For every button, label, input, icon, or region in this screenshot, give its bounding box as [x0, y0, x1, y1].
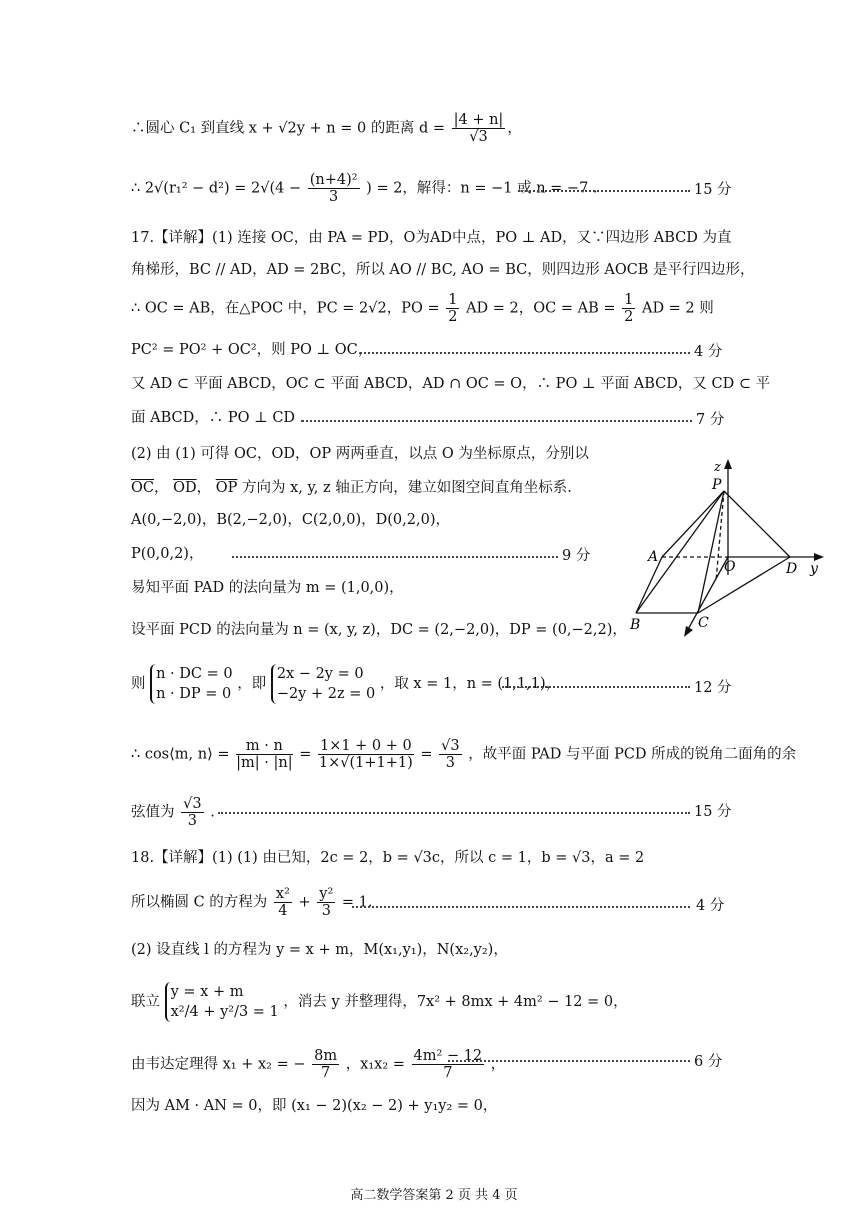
label-z: z: [714, 460, 721, 475]
line-distance: ∴圆心 C₁ 到直线 x + √2y + n = 0 的距离 d = $\frac{|4 + n|}{√3}$ ，: [131, 112, 522, 145]
equation: n · DP = 0: [156, 686, 232, 702]
denominator: 7: [443, 1065, 453, 1081]
line-17-cos: ∴ cos⟨m, n⟩ = $\frac{m \cdot n}{|m| \cdot |n|}$ = $\frac{1\times 1 + 0 + 0}{1\times√(1+1+1)}$ = $\frac{√3}{3}$ ，故平面 PAD 与平面 PCD 所成的锐角二面角的余: [131, 738, 797, 771]
line-18-dot-product: [131, 1096, 497, 1116]
text: ，: [490, 1056, 506, 1073]
equation-system: [271, 664, 375, 704]
line-17-conclude: [131, 408, 304, 428]
denominator: 4: [278, 903, 288, 919]
dot-leader: [352, 906, 690, 908]
numerator: 1×1 + 0 + 0: [319, 738, 412, 754]
pyramid-figure: [610, 455, 830, 645]
text: ∴ 2√(r₁² − d²) = 2√(4 −: [131, 180, 302, 197]
score: 4 分: [696, 898, 725, 914]
numerator: 1: [624, 292, 634, 308]
equation: −2y + 2z = 0: [276, 686, 376, 702]
denominator: |m| · |n|: [236, 755, 293, 771]
line-17-p: [131, 544, 203, 564]
dot-leader: [232, 556, 558, 558]
line-18-vieta: [131, 1048, 505, 1081]
text: 联立: [131, 994, 160, 1010]
fraction: [412, 1048, 485, 1081]
text: 方向为 x, y, z 轴正方向，建立如图空间直角坐标系.: [241, 480, 572, 496]
equation: n · DC = 0: [156, 666, 233, 682]
line-18-intro: [131, 848, 644, 868]
line-18-system: [131, 982, 628, 1022]
numerator: √3: [183, 796, 202, 812]
text: 因为 AM · AN = 0，即 (x₁ − 2)(x₂ − 2) + y₁y₂ = 0，: [131, 1098, 498, 1114]
numerator: 1: [448, 292, 458, 308]
label-p: P: [712, 477, 722, 493]
score: 4 分: [694, 344, 723, 360]
denominator: 3: [445, 755, 455, 771]
text: 角梯形，BC // AD，AD = 2BC，所以 AO // BC, AO = BC，则四边形 AOCB 是平行四边形，: [131, 262, 755, 278]
text: 17.【详解】(1) 连接 OC，由 PA = PD，O为AD中点，PO ⊥ AD，又∵四边形 ABCD 为直: [131, 230, 732, 246]
fraction: [274, 886, 292, 919]
fraction: [452, 112, 506, 145]
equation: x²/4 + y²/3 = 1: [170, 1004, 279, 1020]
fraction: [446, 292, 459, 325]
line-18-ellipse: 所以椭圆 C 的方程为 $\frac{\text{x²}}{4}$ + $\frac{\text{y²}}{3}$ = 1.: [131, 886, 373, 919]
numerator: |4 + n|: [453, 112, 504, 128]
text: ，x₁x₂ =: [345, 1056, 405, 1073]
denominator: 1×√(1+1+1): [318, 755, 413, 771]
score: 7 分: [696, 412, 725, 428]
label-o: O: [724, 559, 736, 575]
numerator: (n+4)²: [309, 172, 358, 188]
text: ，故平面 PAD 与平面 PCD 所成的锐角二面角的余: [468, 746, 797, 763]
text: .: [210, 804, 215, 821]
denominator: √3: [469, 129, 488, 145]
score: 12 分: [694, 680, 732, 696]
line-17-system: [131, 664, 560, 704]
text: = 1.: [341, 894, 373, 911]
text: ∴ cos⟨m, n⟩ =: [131, 746, 230, 763]
line-17-trapezoid: [131, 260, 755, 280]
text: AD = 2 则: [641, 300, 714, 317]
fraction: [308, 172, 360, 205]
text: 面 ABCD，∴ PO ⊥ CD .: [131, 410, 305, 426]
denominator: 2: [624, 309, 634, 325]
numerator: 8m: [314, 1048, 338, 1064]
line-17-part2: [131, 444, 589, 464]
vector-oc: $\overline{OC}$: [131, 480, 154, 496]
x-arrow: [684, 626, 693, 637]
equation-system: [150, 664, 232, 704]
fraction: [318, 738, 414, 771]
score: 15 分: [694, 804, 732, 820]
edge-pa: [662, 491, 724, 557]
text: A(0,−2,0)，B(2,−2,0)，C(2,0,0)，D(0,2,0)，: [131, 512, 450, 528]
text: 又 AD ⊂ 平面 ABCD，OC ⊂ 平面 ABCD，AD ∩ OC = O，∴ PO ⊥ 平面 ABCD，又 CD ⊂ 平: [131, 376, 771, 392]
fraction: [317, 886, 335, 919]
label-d: D: [786, 561, 798, 577]
numerator: x²: [275, 886, 290, 902]
equation: 2x − 2y = 0: [276, 666, 364, 682]
numerator: m · n: [236, 738, 292, 755]
fraction: [439, 738, 461, 771]
line-17-normal-n: [131, 620, 627, 640]
text: 易知平面 PAD 的法向量为 m = (1,0,0)，: [131, 580, 404, 596]
line-17-poc: [131, 292, 714, 325]
line-17-intro: [131, 228, 731, 248]
line-18-line-l: [131, 940, 508, 960]
line-17-normal-m: [131, 578, 404, 598]
text: PC² = PO² + OC²，则 PO ⊥ OC，: [131, 342, 373, 358]
line-17-axes: $\overline{OC}$， $\overline{OD}$， $\overline{OP}$ 方向为 x, y, z 轴正方向，建立如图空间直角坐标系.: [131, 480, 572, 496]
edge-ab: [636, 557, 662, 613]
z-arrow: [724, 459, 732, 469]
text: ∴ OC = AB，在△POC 中，PC = 2√2，PO =: [131, 300, 440, 317]
equation: y = x + m: [170, 984, 244, 1000]
numerator: 4m² − 12: [413, 1048, 483, 1064]
text: ，即: [237, 676, 267, 692]
numerator: √3: [441, 738, 460, 754]
score: 15 分: [694, 182, 732, 198]
denominator: 2: [448, 309, 458, 325]
page-footer: 高二数学答案第 2 页 共 4 页: [350, 1188, 518, 1203]
dot-leader: [302, 420, 692, 422]
dot-leader: [518, 190, 690, 192]
text: (2) 由 (1) 可得 OC，OD，OP 两两垂直，以点 O 为坐标原点，分别以: [131, 446, 589, 462]
text: 设平面 PCD 的法向量为 n = (x, y, z)，DC = (2,−2,0)，DP = (0,−2,2)，: [131, 622, 627, 638]
fraction: [622, 292, 635, 325]
denominator: 3: [321, 903, 331, 919]
denominator: 7: [320, 1065, 331, 1081]
line-17-result: [131, 796, 215, 829]
text: ∴圆心 C₁ 到直线 x + √2y + n = 0 的距离 d =: [131, 120, 445, 137]
dot-leader: [502, 686, 690, 688]
dot-leader: [448, 1060, 690, 1062]
label-a: A: [648, 549, 659, 565]
label-c: C: [698, 615, 709, 631]
text: AD = 2，OC = AB =: [466, 300, 616, 317]
text: ) = 2，解得：n = −1 或 n = −7 .: [366, 180, 598, 197]
text: ，取 x = 1，n = (1,1,1)，: [379, 676, 561, 692]
dot-leader: [218, 812, 690, 814]
text: ，消去 y 并整理得，7x² + 8mx + 4m² − 12 = 0，: [283, 994, 628, 1010]
fraction: [312, 1048, 339, 1081]
y-arrow: [814, 553, 824, 561]
score: 6 分: [694, 1054, 723, 1070]
label-b: B: [630, 617, 641, 633]
vector-op: $\overline{OP}$: [215, 480, 238, 496]
edge-pd: [724, 491, 790, 557]
text: (2) 设直线 l 的方程为 y = x + m，M(x₁,y₁)，N(x₂,y₂)，: [131, 942, 508, 958]
line-17-plane: [131, 374, 770, 394]
label-y: y: [810, 561, 818, 577]
line-17-coords: [131, 510, 450, 530]
fraction: [181, 796, 203, 829]
denominator: 3: [187, 813, 197, 829]
line-17-pythag: [131, 340, 372, 360]
equation-system: [165, 982, 279, 1022]
denominator: 3: [329, 189, 339, 205]
text: 弦值为: [131, 804, 175, 821]
text: 所以椭圆 C 的方程为: [131, 894, 268, 911]
numerator: y²: [319, 886, 334, 902]
text: P(0,0,2)，: [131, 546, 204, 562]
dot-leader: [360, 352, 690, 354]
fraction: [236, 738, 292, 771]
text: 由韦达定理得 x₁ + x₂ = −: [131, 1056, 306, 1073]
text: 则: [131, 676, 146, 692]
text: 18.【详解】(1) (1) 由已知，2c = 2，b = √3c，所以 c = 1，b = √3，a = 2: [131, 850, 645, 866]
score: 9 分: [562, 548, 591, 564]
line-solve-n: [131, 172, 598, 205]
vector-od: $\overline{OD}$: [173, 480, 197, 496]
